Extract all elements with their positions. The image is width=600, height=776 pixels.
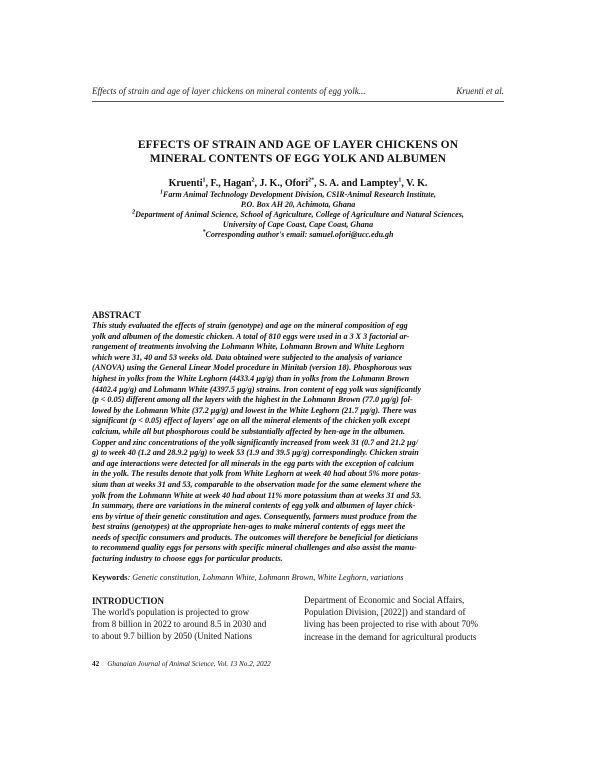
abstract-line: calcium, while all but phosphorous could be substantially affected by hen-age in the albumen. [92, 426, 406, 436]
page-footer [92, 660, 504, 668]
author-affil-sup: 1 [398, 177, 402, 184]
corresponding-email: Corresponding author's email: samuel.ofori@ucc.edu.gh [205, 230, 394, 239]
abstract-line: to recommend quality eggs for persons with specific mineral challenges and also assist the manu- [92, 543, 417, 553]
abstract-body [92, 321, 504, 565]
author-affil-sup: 2 [251, 177, 255, 184]
author-separator: , S. A. and [314, 178, 361, 189]
author-separator: , F., [205, 178, 224, 189]
abstract-heading: ABSTRACT [92, 310, 142, 320]
abstract-line: rangement of treatments involving the Lohmann White, Lohmann Brown and White Leghorn [92, 342, 405, 352]
affiliation-sup: 1 [160, 189, 163, 196]
body-line: from 8 billion in 2022 to around 8.5 in 2030 and [92, 619, 267, 630]
abstract-line: needs of specific consumers and products. The outcomes will therefore be beneficial for dieticians [92, 532, 418, 542]
corresponding-author [92, 230, 504, 240]
keywords-label: Keywords [92, 573, 128, 582]
author-name: Hagan [223, 178, 252, 189]
abstract-line: In summary, there are variations in the mineral contents of egg yolk and albumen of layer chick- [92, 501, 416, 511]
keywords [92, 572, 504, 583]
author-affil-sup: 2* [308, 177, 315, 184]
journal-citation: Ghanaian Journal of Animal Science, Vol. 13 No.2, 2022 [107, 660, 271, 668]
affiliation-1-line-1 [92, 190, 504, 200]
introduction-left-column [92, 606, 292, 643]
abstract-line: (4402.4 µg/g) and Lohmann White (4397.5 µg/g) strains. Iron content of egg yolk was significantly [92, 384, 422, 394]
abstract-line: g) to week 40 (1.2 and 28.9.2 µg/g) to week 53 (1.9 and 39.5 µg/g) correspondingly. Chicken strain [92, 448, 419, 458]
introduction-right-column [304, 594, 504, 643]
abstract-line: Copper and zinc concentrations of the yolk significantly increased from week 31 (0.7 and 21.2 µg/ [92, 437, 418, 447]
affiliation-2-line-1 [92, 210, 504, 220]
body-line: living has been projected to rise with about 70% [304, 619, 478, 630]
paper-title-line-1: EFFECTS OF STRAIN AND AGE OF LAYER CHICKENS ON [137, 139, 459, 151]
abstract-line: sium than at weeks 31 and 53, comparable to the observation made for the same element where the [92, 479, 422, 489]
running-header-title: Effects of strain and age of layer chickens on mineral contents of egg yolk... [92, 86, 366, 96]
abstract-line: significant (p < 0.05) effect of layers' age on all the mineral elements of the chicken yolk except [92, 416, 410, 426]
body-line: Department of Economic and Social Affairs, [304, 595, 465, 605]
page-number: 42 [92, 660, 100, 668]
abstract-line: This study evaluated the effects of strain (genotype) and age on the mineral composition of egg [92, 321, 408, 330]
abstract-line: lowed by the Lohmann White (37.2 µg/g) and lowest in the White Leghorn (21.7 µg/g). There was [92, 405, 417, 415]
abstract-line: and age interactions were detected for all minerals in the egg parts with the exception of calcium [92, 458, 414, 468]
author-name: Ofori [284, 178, 309, 189]
paper-title [92, 138, 504, 166]
running-header-authors: Kruenti et al. [456, 86, 504, 96]
corresponding-sup: * [202, 229, 206, 236]
author-separator: , J. K., [254, 178, 285, 189]
abstract-line: yolk from the Lohmann White at week 40 had about 11% more potassium than at weeks 31 and 53. [92, 490, 422, 500]
abstract-line: highest in yolks from the White Leghorn (4433.4 µg/g) than in yolks from the Lohmann Brown [92, 373, 410, 383]
header-divider [92, 101, 504, 102]
abstract-line: facturing industry to choose eggs for particular products. [92, 554, 283, 564]
author-separator: , V. K. [401, 178, 428, 189]
abstract-line: best strains (genotypes) at the appropriate hen-ages to make mineral contents of eggs meet the [92, 522, 406, 532]
author-name: Lamptey [360, 178, 399, 189]
affiliation-2-line-2: University of Cape Coast, Cape Coast, Ghana [222, 220, 374, 229]
abstract-line: in the yolk. The results denote that yolk from White Leghorn at week 40 had about 5% more potas- [92, 469, 421, 479]
affiliation-sup: 2 [132, 209, 136, 216]
author-list [92, 178, 504, 190]
keywords-text: : Genetic constitution, Lohmann White, Lohmann Brown, White Leghorn, variations [127, 573, 404, 582]
body-line: The world's population is projected to grow [92, 607, 250, 617]
abstract-line: which were 31, 40 and 53 weeks old. Data obtained were subjected to the analysis of variance [92, 352, 403, 362]
abstract-line: (ANOVA) using the General Linear Model procedure in Minitab (version 18). Phosphorous was [92, 363, 412, 373]
affiliation-text: Department of Animal Science, School of Agriculture, College of Agriculture and Natural Sciences, [135, 210, 464, 219]
introduction-heading: INTRODUCTION [92, 596, 165, 606]
author-name: Kruenti [168, 178, 203, 189]
body-line: Population Division, [2022]) and standard of [304, 607, 466, 618]
abstract-line: ens by virtue of their genetic constitution and ages. Consequently, farmers must produce from the [92, 511, 417, 521]
affiliation-text: Farm Animal Technology Development Division, CSIR-Animal Research Institute, [163, 190, 436, 199]
paper-title-line-2: MINERAL CONTENTS OF EGG YOLK AND ALBUMEN [149, 153, 447, 165]
abstract-line: (p < 0.05) different among all the layers with the highest in the Lohmann Brown (77.0 µg/g) fol- [92, 395, 413, 405]
body-line: increase in the demand for agricultural products [304, 631, 477, 642]
abstract-line: yolk and albumen of the domestic chicken. A total of 810 eggs were used in a 3 X 3 factorial ar- [92, 331, 410, 341]
author-affil-sup: 1 [202, 177, 206, 184]
body-line: to about 9.7 billion by 2050 (United Nations [92, 631, 252, 642]
affiliation-1-line-2: P.O. Box AH 20, Achimota, Ghana [240, 200, 356, 209]
